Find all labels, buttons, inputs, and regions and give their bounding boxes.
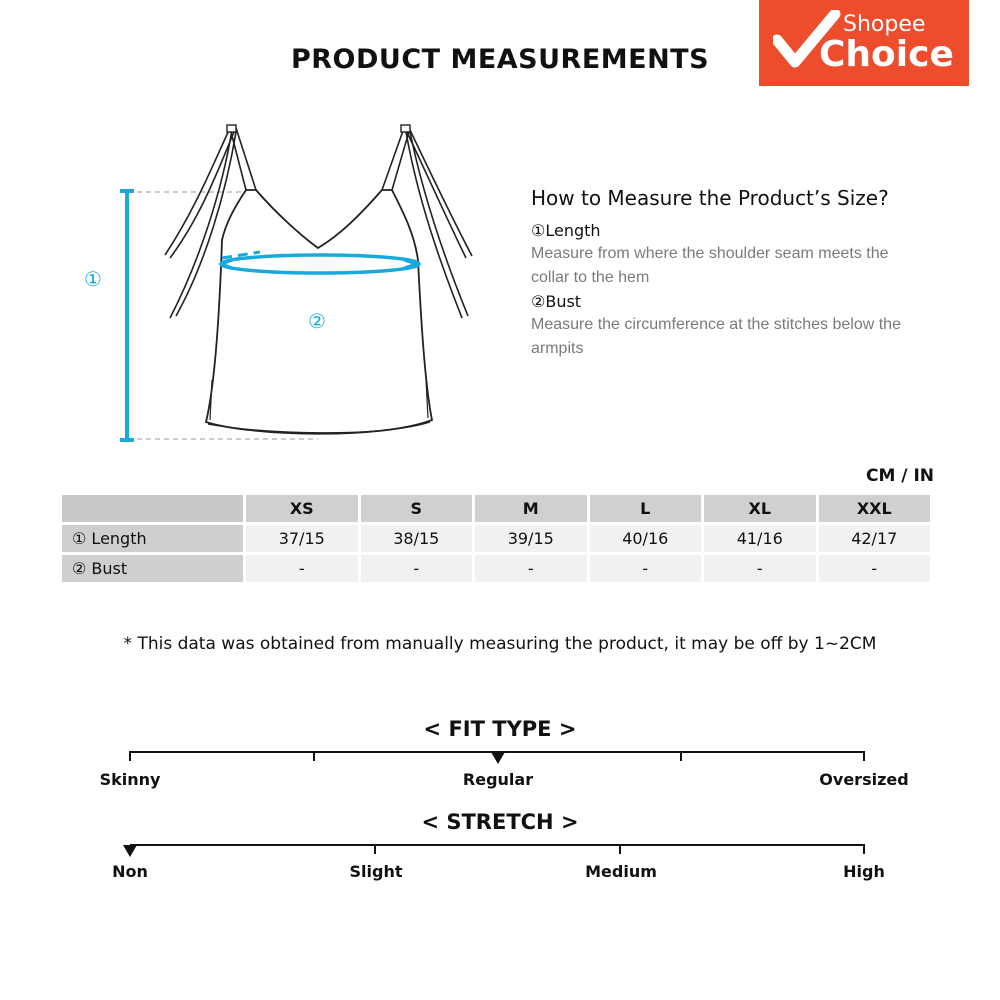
stretch-title: < STRETCH > <box>421 810 579 834</box>
stretch-label-non: Non <box>112 862 148 881</box>
table-cell: 42/17 <box>819 525 931 552</box>
logo-choice-text: Choice <box>819 34 954 75</box>
table-row <box>62 525 930 552</box>
table-cell: - <box>475 555 587 582</box>
fit-type-tick <box>129 751 131 761</box>
measure-heading: How to Measure the Product’s Size? <box>531 186 889 210</box>
fit-label-regular: Regular <box>462 770 534 789</box>
stretch-tick <box>863 844 865 854</box>
bust-description: Measure the circumference at the stitches below the armpits <box>531 316 901 357</box>
unit-label: CM / IN <box>866 466 934 486</box>
fit-type-tick <box>313 751 315 761</box>
length-description: Measure from where the shoulder seam meets the collar to the hem <box>531 245 889 286</box>
table-cell: - <box>361 555 473 582</box>
table-corner-cell <box>62 495 243 522</box>
table-cell: - <box>590 555 702 582</box>
stretch-tick <box>374 844 376 854</box>
column-header: S <box>361 495 473 522</box>
garment-diagram <box>60 118 530 458</box>
measurement-note: * This data was obtained from manually measuring the product, it may be off by 1~2CM <box>123 634 877 654</box>
stretch-tick <box>619 844 621 854</box>
stretch-scale-line <box>130 844 865 846</box>
column-header: XS <box>246 495 358 522</box>
table-cell: 38/15 <box>361 525 473 552</box>
shopee-choice-logo <box>759 0 969 86</box>
column-header: XXL <box>819 495 931 522</box>
bust-heading: ②Bust <box>531 292 582 311</box>
row-label: ② Bust <box>62 555 243 582</box>
fit-type-marker <box>491 752 505 764</box>
table-cell: 41/16 <box>704 525 816 552</box>
column-header: M <box>475 495 587 522</box>
length-label: ① <box>84 267 102 291</box>
logo-brand-text: Shopee <box>843 12 926 37</box>
stretch-marker <box>123 845 137 857</box>
table-cell: - <box>246 555 358 582</box>
column-header: XL <box>704 495 816 522</box>
table-header-row <box>62 495 930 522</box>
table-cell: 40/16 <box>590 525 702 552</box>
table-row <box>62 555 930 582</box>
fit-type-tick <box>863 751 865 761</box>
fit-label-oversized: Oversized <box>819 770 909 789</box>
table-cell: 39/15 <box>475 525 587 552</box>
page-title: PRODUCT MEASUREMENTS <box>290 44 710 75</box>
fit-type-tick <box>680 751 682 761</box>
size-table <box>59 492 933 585</box>
row-label: ① Length <box>62 525 243 552</box>
table-cell: 37/15 <box>246 525 358 552</box>
fit-type-title: < FIT TYPE > <box>423 717 577 741</box>
table-cell: - <box>819 555 931 582</box>
length-heading: ①Length <box>531 221 601 240</box>
bust-label: ② <box>308 309 326 333</box>
column-header: L <box>590 495 702 522</box>
stretch-label-high: High <box>843 862 885 881</box>
stretch-label-slight: Slight <box>349 862 403 881</box>
table-cell: - <box>704 555 816 582</box>
fit-label-skinny: Skinny <box>99 770 161 789</box>
stretch-label-medium: Medium <box>585 862 657 881</box>
